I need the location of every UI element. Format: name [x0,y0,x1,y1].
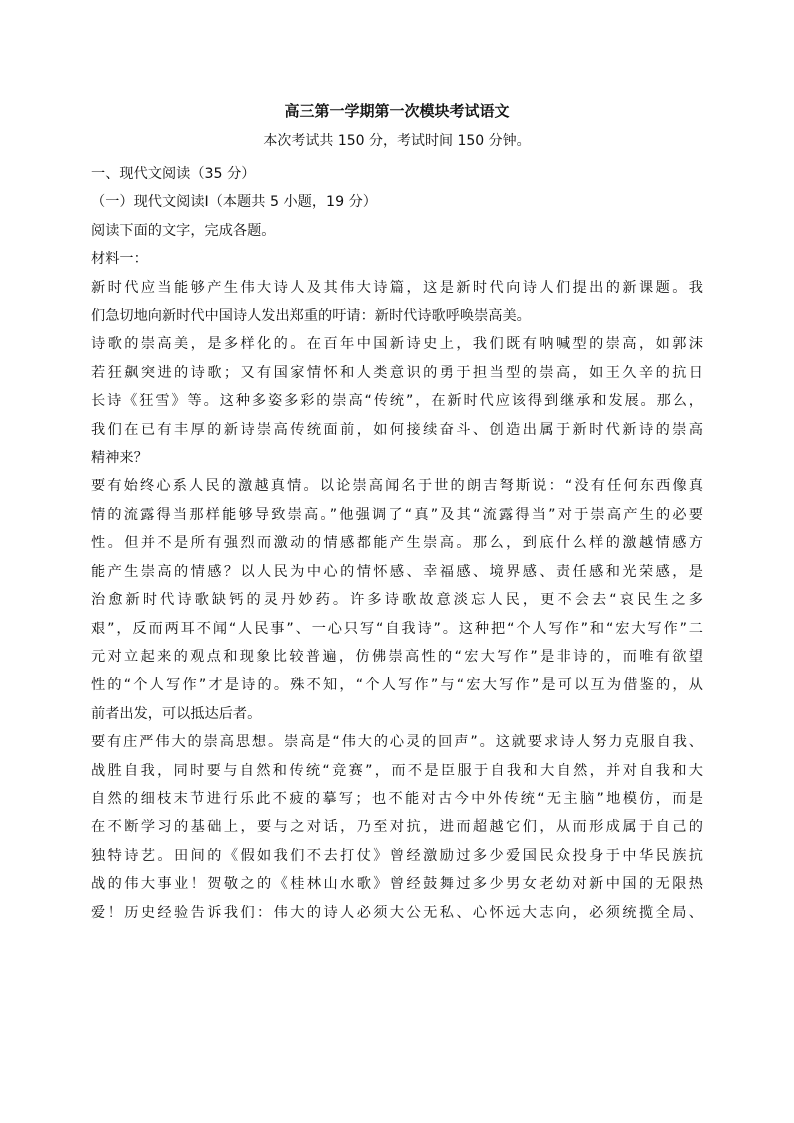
passage-line: 独特诗艺。田间的《假如我们不去打仗》曾经激励过多少爱国民众投身于中华民族抗 [91,847,703,864]
exam-subtitle: 本次考试共 150 分，考试时间 150 分钟。 [263,133,531,149]
passage-line: 诗歌的崇高美，是多样化的。在百年中国新诗史上，我们既有呐喊型的崇高，如郭沫 [91,336,703,353]
passage-line: 若狂飙突进的诗歌；又有国家情怀和人类意识的勇于担当型的崇高，如王久辛的抗日 [91,364,703,381]
passage-line: 长诗《狂雪》等。这种多姿多彩的崇高“传统”，在新时代应该得到继承和发展。那么， [91,393,703,410]
exam-title: 高三第一学期第一次模块考试语文 [284,102,510,120]
passage-line: 战的伟大事业！贺敬之的《桂林山水歌》曾经鼓舞过多少男女老幼对新中国的无限热 [91,876,703,893]
passage-line: 在不断学习的基础上，要与之对话，乃至对抗，进而超越它们，从而形成属于自己的 [91,819,703,836]
section-heading: 一、现代文阅读（35 分） [91,166,256,182]
passage-line: 前者出发，可以抵达后者。 [91,705,262,722]
passage-line: 元对立起来的观点和现象比较普遍，仿佛崇高性的“宏大写作”是非诗的，而唯有欲望 [91,648,703,665]
passage-line: 艰”，反而两耳不闻“人民事”、一心只写“自我诗”。这种把“个人写作”和“宏大写作”二 [91,620,703,637]
passage-line: 治愈新时代诗歌缺钙的灵丹妙药。许多诗歌故意淡忘人民，更不会去“哀民生之多 [91,592,703,609]
passage-line: 新时代应当能够产生伟大诗人及其伟大诗篇，这是新时代向诗人们提出的新课题。我 [91,279,703,296]
material-label: 材料一： [91,251,148,268]
passage-line: 战胜自我，同时要与自然和传统“竞赛”，而不是臣服于自我和大自然，并对自我和大 [91,762,703,779]
passage-line: 性。但并不是所有强烈而激动的情感都能产生崇高。那么，到底什么样的激越情感方 [91,535,703,552]
passage-line: 情的流露得当那样能够导致崇高。”他强调了“真”及其“流露得当”对于崇高产生的必要 [91,506,703,523]
passage-body [91,274,703,927]
exam-page [91,100,703,927]
passage-line: 爱！历史经验告诉我们：伟大的诗人必须大公无私、心怀远大志向，必须统揽全局、 [91,904,703,921]
passage-line: 要有始终心系人民的激越真情。以论崇高闻名于世的朗吉弩斯说：“没有任何东西像真 [91,478,703,495]
passage-line: 们急切地向新时代中国诗人发出郑重的吁请：新时代诗歌呼唤崇高美。 [91,308,531,325]
subsection-heading: （一）现代文阅读Ⅰ（本题共 5 小题，19 分） [91,194,377,211]
passage-line: 要有庄严伟大的崇高思想。崇高是“伟大的心灵的回声”。这就要求诗人努力克服自我、 [91,734,703,751]
instruction-text: 阅读下面的文字，完成各题。 [91,222,276,239]
passage-line: 性的“个人写作”才是诗的。殊不知，“个人写作”与“宏大写作”是可以互为借鉴的，从 [91,677,703,694]
passage-line: 能产生崇高的情感？以人民为中心的情怀感、幸福感、境界感、责任感和光荣感，是 [91,563,703,580]
passage-line: 自然的细枝末节进行乐此不疲的摹写；也不能对古今中外传统“无主脑”地模仿，而是 [91,790,703,807]
passage-line: 精神来？ [91,450,148,467]
passage-line: 我们在已有丰厚的新诗崇高传统面前，如何接续奋斗、创造出属于新时代新诗的崇高 [91,421,703,438]
